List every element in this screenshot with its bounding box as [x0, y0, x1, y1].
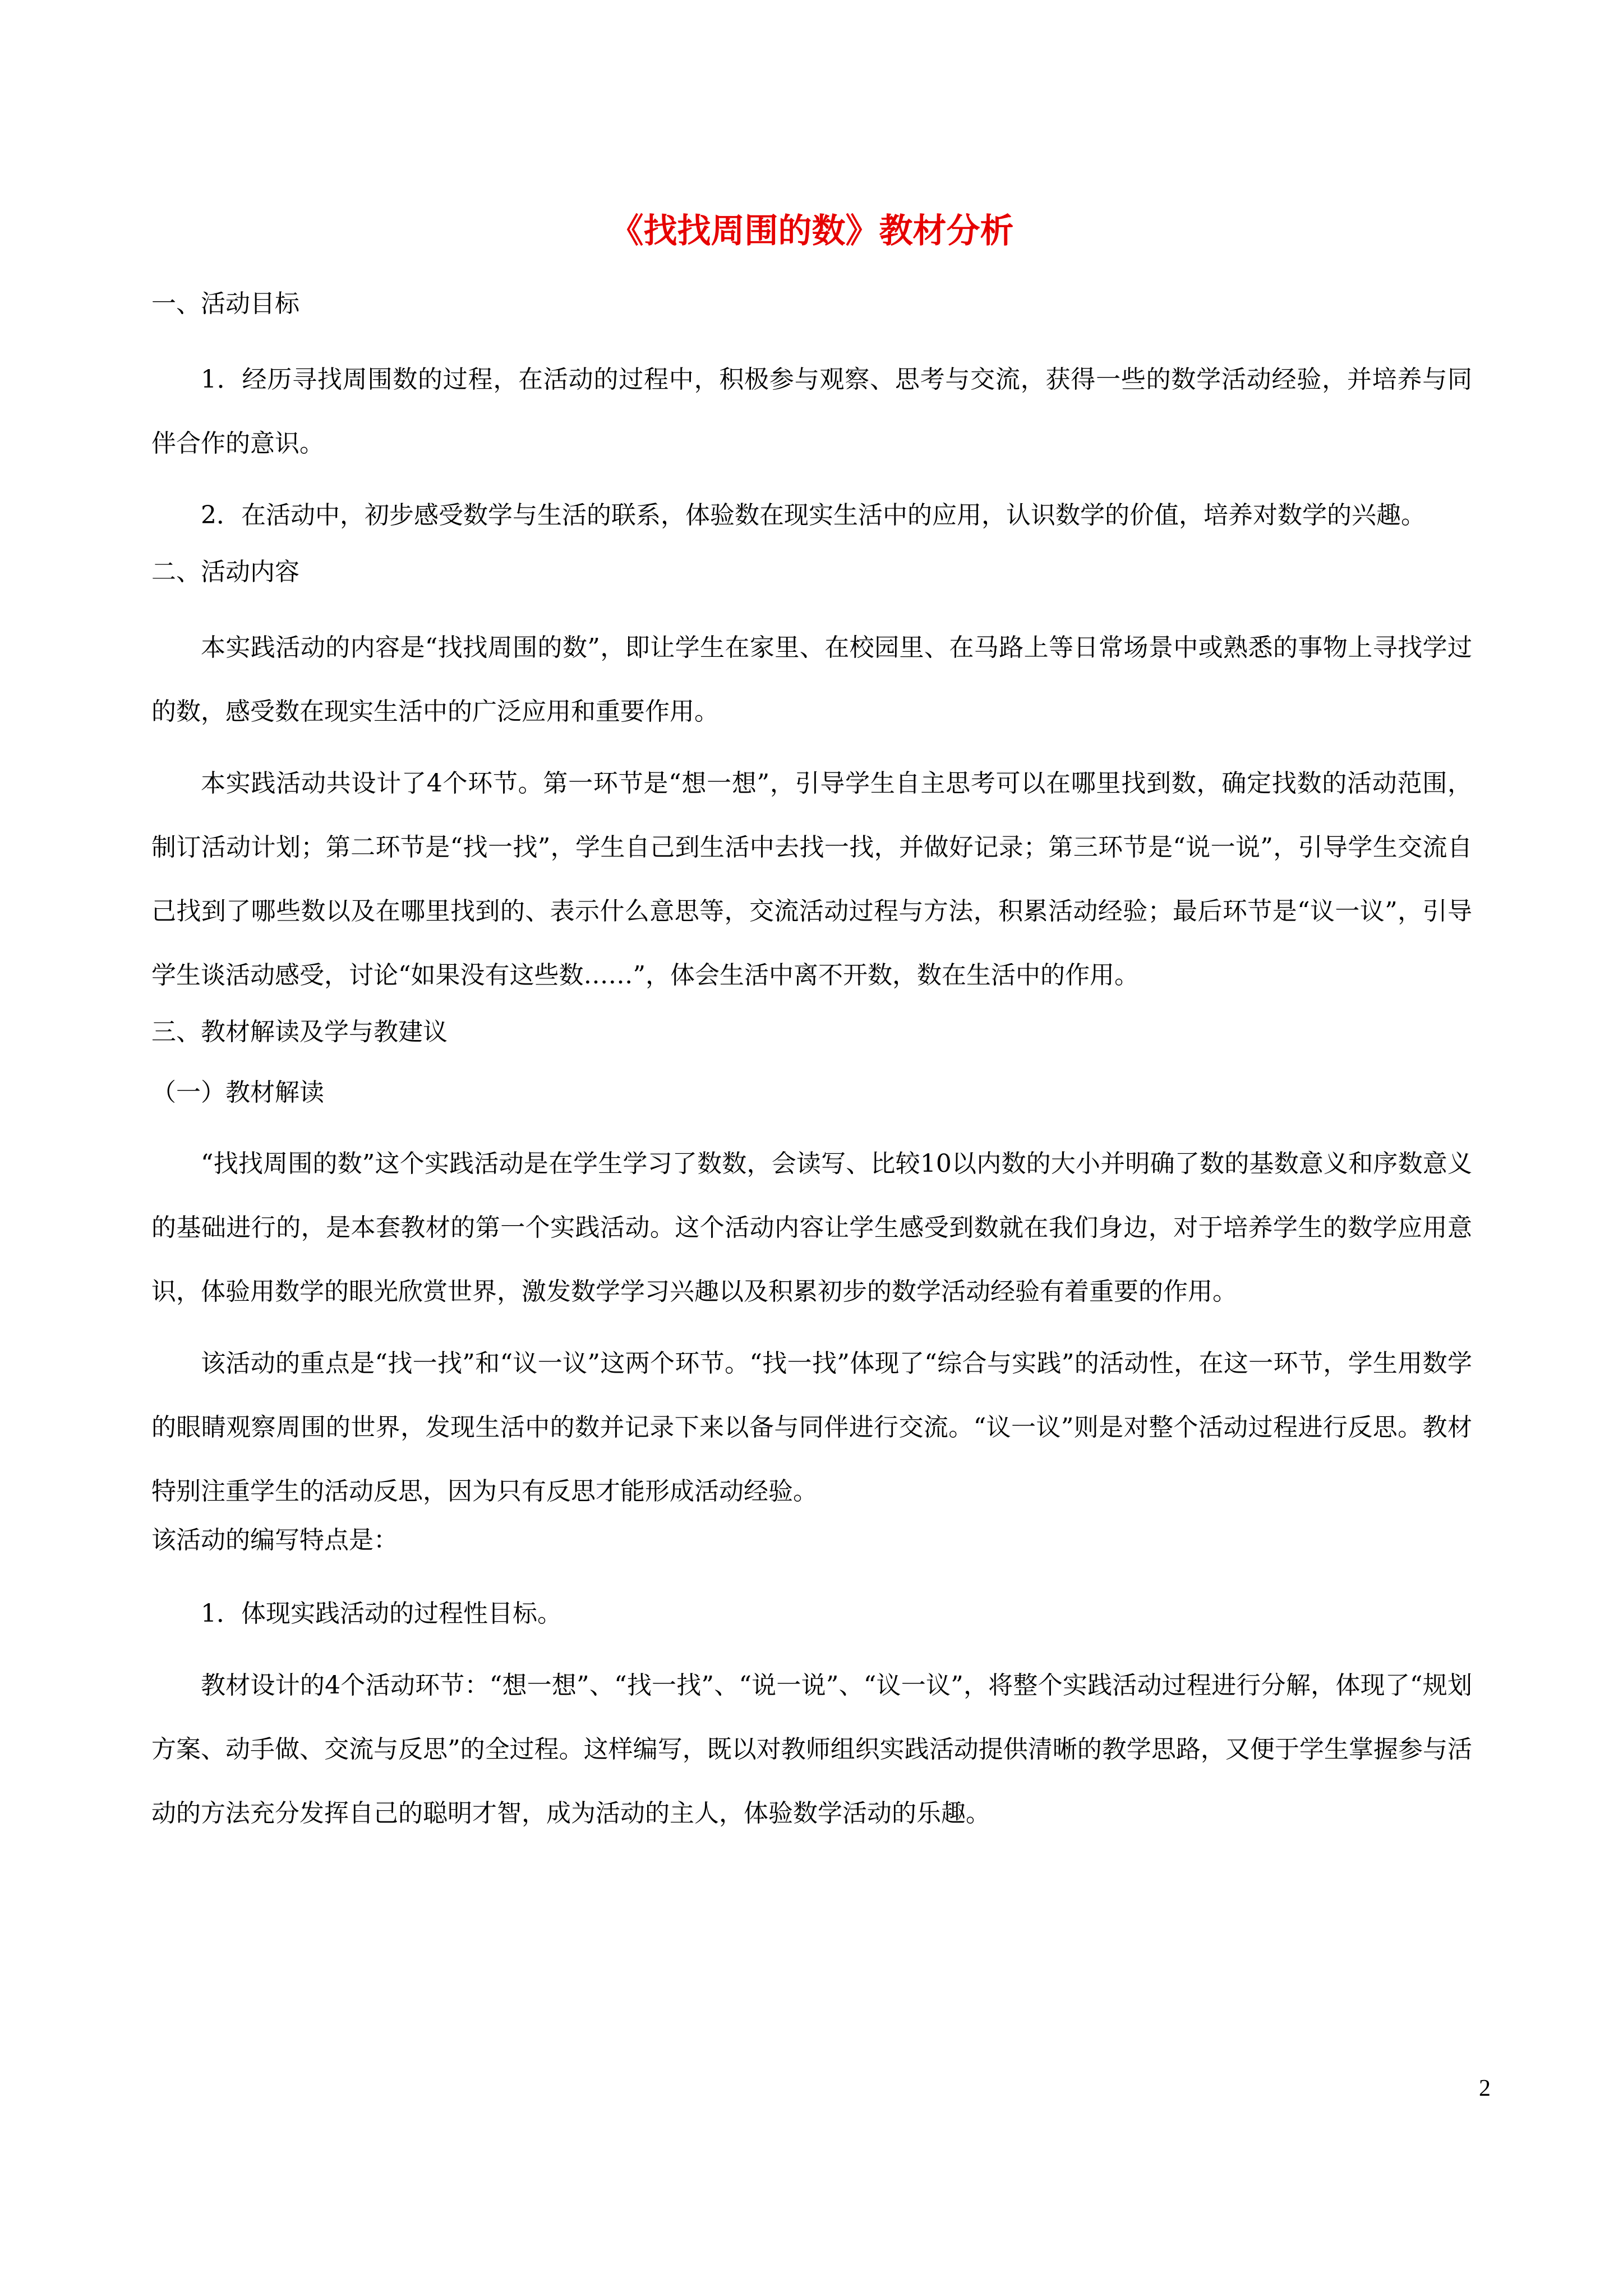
paragraph-feature-1-detail: 教材设计的4个活动环节：“想一想”、“找一找”、“说一说”、“议一议”，将整个实践活动过程进行分解，体现了“规划方案、动手做、交流与反思”的全过程。这样编写，既以对教师组织实践活动提供清晰的教学思路，又便于学生掌握参与活动的方法充分发挥自己的聪明才智，成为活动的主人，体验数学活动的乐趣。 — [151, 1671, 1472, 1828]
page-number: 2 — [1479, 2076, 1491, 2101]
section-heading-goals: 一、活动目标 — [151, 289, 299, 318]
section-heading-content: 二、活动内容 — [151, 558, 299, 586]
paragraph-goal-2: 2．在活动中，初步感受数学与生活的联系，体验数在现实生活中的应用，认识数学的价值，培养对数学的兴趣。 — [201, 501, 1426, 530]
document-title: 《找找周围的数》教材分析 — [610, 211, 1014, 251]
section-heading-reading: 三、教材解读及学与教建议 — [151, 1018, 448, 1046]
paragraph-features-intro: 该活动的编写特点是： — [151, 1526, 398, 1554]
document-body — [151, 209, 1472, 1846]
paragraph-goal-1: 1．经历寻找周围数的过程，在活动的过程中，积极参与观察、思考与交流，获得一些的数学活动经验，并培养与同伴合作的意识。 — [151, 365, 1472, 458]
paragraph-reading-2: 该活动的重点是“找一找”和“议一议”这两个环节。“找一找”体现了“综合与实践”的活动性，在这一环节，学生用数学的眼睛观察周围的世界，发现生活中的数并记录下来以备与同伴进行交流。“议一议”则是对整个活动过程进行反思。教材特别注重学生的活动反思，因为只有反思才能形成活动经验。 — [151, 1349, 1472, 1506]
paragraph-feature-1: 1．体现实践活动的过程性目标。 — [201, 1599, 562, 1628]
paragraph-content-1: 本实践活动的内容是“找找周围的数”，即让学生在家里、在校园里、在马路上等日常场景中或熟悉的事物上寻找学过的数，感受数在现实生活中的广泛应用和重要作用。 — [151, 633, 1472, 726]
paragraph-content-2: 本实践活动共设计了4个环节。第一环节是“想一想”，引导学生自主思考可以在哪里找到数，确定找数的活动范围，制订活动计划；第二环节是“找一找”，学生自己到生活中去找一找，并做好记录；第三环节是“说一说”，引导学生交流自己找到了哪些数以及在哪里找到的、表示什么意思等，交流活动过程与方法，积累活动经验；最后环节是“议一议”，引导学生谈活动感受，讨论“如果没有这些数……”，体会生活中离不开数，数在生活中的作用。 — [151, 769, 1472, 990]
paragraph-reading-1: “找找周围的数”这个实践活动是在学生学习了数数，会读写、比较10以内数的大小并明确了数的基数意义和序数意义的基础进行的，是本套教材的第一个实践活动。这个活动内容让学生感受到数就在我们身边，对于培养学生的数学应用意识，体验用数学的眼光欣赏世界，激发数学学习兴趣以及积累初步的数学活动经验有着重要的作用。 — [151, 1149, 1472, 1306]
subsection-heading-reading: （一）教材解读 — [151, 1078, 324, 1107]
